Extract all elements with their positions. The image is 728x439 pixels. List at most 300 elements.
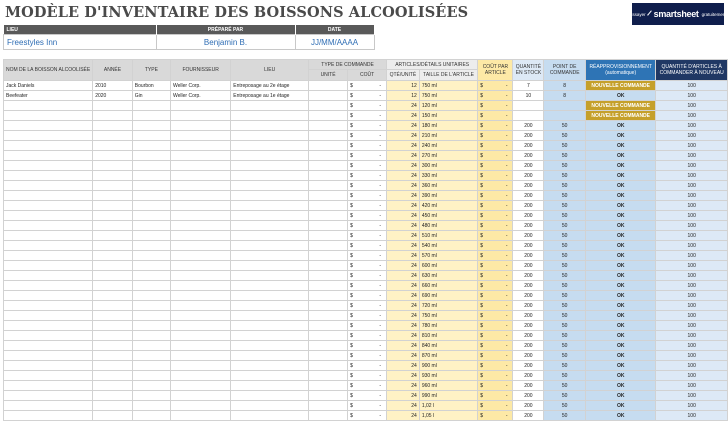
cell-cost[interactable] xyxy=(348,311,387,321)
cell-qty-unit[interactable]: 24 xyxy=(387,361,420,371)
cell-unit[interactable] xyxy=(309,321,348,331)
cell-cost[interactable] xyxy=(348,171,387,181)
cell-location[interactable] xyxy=(231,331,309,341)
cell-location[interactable] xyxy=(231,211,309,221)
cell-order-point[interactable]: 50 xyxy=(544,221,586,231)
cell-year[interactable] xyxy=(93,371,133,381)
cell-cost[interactable] xyxy=(348,231,387,241)
cell-name[interactable] xyxy=(4,321,93,331)
cell-location[interactable] xyxy=(231,231,309,241)
cell-type[interactable] xyxy=(132,281,170,291)
cell-cost[interactable] xyxy=(348,201,387,211)
cell-location[interactable] xyxy=(231,261,309,271)
cell-year[interactable] xyxy=(93,201,133,211)
cell-qty-unit[interactable]: 24 xyxy=(387,351,420,361)
cell-order-point[interactable]: 50 xyxy=(544,331,586,341)
cell-supplier[interactable] xyxy=(171,401,231,411)
cell-order-point[interactable]: 50 xyxy=(544,401,586,411)
cell-item-size[interactable]: 690 ml xyxy=(419,291,477,301)
cell-unit[interactable] xyxy=(309,141,348,151)
cell-unit[interactable] xyxy=(309,361,348,371)
cell-supplier[interactable] xyxy=(171,111,231,121)
cell-name[interactable] xyxy=(4,391,93,401)
cell-item-size[interactable]: 420 ml xyxy=(419,201,477,211)
cell-name[interactable] xyxy=(4,181,93,191)
cell-order-point[interactable]: 50 xyxy=(544,191,586,201)
cell-item-size[interactable]: 300 ml xyxy=(419,161,477,171)
cell-qty-stock[interactable]: 200 xyxy=(513,311,544,321)
cell-year[interactable] xyxy=(93,381,133,391)
cell-unit[interactable] xyxy=(309,401,348,411)
cell-supplier[interactable] xyxy=(171,251,231,261)
cell-qty-unit[interactable]: 24 xyxy=(387,221,420,231)
cell-supplier[interactable] xyxy=(171,321,231,331)
cell-supplier[interactable] xyxy=(171,191,231,201)
cell-cost[interactable] xyxy=(348,361,387,371)
cell-qty-stock[interactable]: 200 xyxy=(513,181,544,191)
cell-qty-stock[interactable]: 200 xyxy=(513,401,544,411)
cell-supplier[interactable] xyxy=(171,261,231,271)
cell-name[interactable] xyxy=(4,311,93,321)
cell-location[interactable] xyxy=(231,221,309,231)
cell-order-point[interactable]: 50 xyxy=(544,351,586,361)
cell-qty-unit[interactable]: 24 xyxy=(387,291,420,301)
cell-qty-stock[interactable] xyxy=(513,111,544,121)
cell-year[interactable] xyxy=(93,301,133,311)
cell-location[interactable] xyxy=(231,321,309,331)
cell-qty-stock[interactable]: 200 xyxy=(513,391,544,401)
cell-unit[interactable] xyxy=(309,111,348,121)
cell-item-size[interactable]: 960 ml xyxy=(419,381,477,391)
cell-type[interactable] xyxy=(132,341,170,351)
cell-unit[interactable] xyxy=(309,331,348,341)
cell-qty-stock[interactable]: 200 xyxy=(513,131,544,141)
cell-unit[interactable] xyxy=(309,181,348,191)
cell-order-point[interactable]: 8 xyxy=(544,81,586,91)
cell-supplier[interactable] xyxy=(171,131,231,141)
cell-cost[interactable] xyxy=(348,141,387,151)
cell-qty-stock[interactable]: 200 xyxy=(513,141,544,151)
cell-location[interactable] xyxy=(231,171,309,181)
cell-type[interactable]: Bourbon xyxy=(132,81,170,91)
cell-qty-stock[interactable]: 200 xyxy=(513,301,544,311)
cell-location[interactable] xyxy=(231,121,309,131)
cell-year[interactable] xyxy=(93,401,133,411)
cell-order-point[interactable]: 50 xyxy=(544,341,586,351)
cell-qty-unit[interactable]: 24 xyxy=(387,271,420,281)
cell-item-size[interactable]: 570 ml xyxy=(419,251,477,261)
cell-unit[interactable] xyxy=(309,261,348,271)
cell-order-point[interactable]: 50 xyxy=(544,241,586,251)
cell-supplier[interactable] xyxy=(171,161,231,171)
cell-qty-unit[interactable]: 24 xyxy=(387,151,420,161)
cell-supplier[interactable] xyxy=(171,171,231,181)
cell-cost[interactable] xyxy=(348,401,387,411)
cell-item-size[interactable]: 540 ml xyxy=(419,241,477,251)
cell-location[interactable] xyxy=(231,371,309,381)
cell-qty-unit[interactable]: 12 xyxy=(387,91,420,101)
cell-location[interactable] xyxy=(231,361,309,371)
cell-unit[interactable] xyxy=(309,231,348,241)
cell-year[interactable] xyxy=(93,171,133,181)
cell-location[interactable] xyxy=(231,351,309,361)
cell-qty-unit[interactable]: 24 xyxy=(387,181,420,191)
cell-name[interactable] xyxy=(4,121,93,131)
cell-cost[interactable] xyxy=(348,331,387,341)
cell-year[interactable]: 2010 xyxy=(93,81,133,91)
cell-name[interactable] xyxy=(4,381,93,391)
cell-supplier[interactable] xyxy=(171,381,231,391)
cell-item-size[interactable]: 510 ml xyxy=(419,231,477,241)
cell-unit[interactable] xyxy=(309,161,348,171)
cell-location[interactable]: Entreposage au 1e étage xyxy=(231,91,309,101)
cell-supplier[interactable] xyxy=(171,151,231,161)
cell-type[interactable] xyxy=(132,121,170,131)
cell-qty-stock[interactable]: 200 xyxy=(513,171,544,181)
cell-supplier[interactable] xyxy=(171,371,231,381)
cell-item-size[interactable]: 630 ml xyxy=(419,271,477,281)
cell-location[interactable] xyxy=(231,411,309,421)
cell-qty-stock[interactable]: 200 xyxy=(513,221,544,231)
cell-year[interactable] xyxy=(93,101,133,111)
cell-item-size[interactable]: 330 ml xyxy=(419,171,477,181)
cell-type[interactable] xyxy=(132,331,170,341)
cell-order-point[interactable] xyxy=(544,111,586,121)
cell-supplier[interactable] xyxy=(171,301,231,311)
cell-supplier[interactable] xyxy=(171,201,231,211)
cell-supplier[interactable] xyxy=(171,291,231,301)
cell-qty-unit[interactable]: 24 xyxy=(387,281,420,291)
cell-unit[interactable] xyxy=(309,271,348,281)
cell-qty-unit[interactable]: 24 xyxy=(387,401,420,411)
cell-order-point[interactable]: 50 xyxy=(544,291,586,301)
cell-supplier[interactable]: Weller Corp. xyxy=(171,81,231,91)
cell-supplier[interactable] xyxy=(171,121,231,131)
cell-unit[interactable] xyxy=(309,101,348,111)
cell-qty-stock[interactable]: 10 xyxy=(513,91,544,101)
cell-unit[interactable] xyxy=(309,91,348,101)
cell-supplier[interactable] xyxy=(171,411,231,421)
cell-year[interactable] xyxy=(93,331,133,341)
cell-qty-unit[interactable]: 24 xyxy=(387,241,420,251)
cell-qty-unit[interactable]: 24 xyxy=(387,191,420,201)
cell-item-size[interactable]: 930 ml xyxy=(419,371,477,381)
cell-year[interactable] xyxy=(93,211,133,221)
cell-type[interactable] xyxy=(132,101,170,111)
cell-year[interactable] xyxy=(93,111,133,121)
cell-unit[interactable] xyxy=(309,251,348,261)
cell-type[interactable] xyxy=(132,291,170,301)
cell-qty-unit[interactable]: 12 xyxy=(387,81,420,91)
cell-item-size[interactable]: 180 ml xyxy=(419,121,477,131)
cell-item-size[interactable]: 150 ml xyxy=(419,111,477,121)
cell-location[interactable] xyxy=(231,141,309,151)
cell-unit[interactable] xyxy=(309,131,348,141)
cell-qty-unit[interactable]: 24 xyxy=(387,161,420,171)
cell-qty-unit[interactable]: 24 xyxy=(387,121,420,131)
cell-order-point[interactable]: 50 xyxy=(544,321,586,331)
cell-qty-stock[interactable]: 200 xyxy=(513,261,544,271)
cell-order-point[interactable]: 50 xyxy=(544,131,586,141)
cell-supplier[interactable] xyxy=(171,311,231,321)
cell-unit[interactable] xyxy=(309,151,348,161)
cell-unit[interactable] xyxy=(309,211,348,221)
cell-qty-unit[interactable]: 24 xyxy=(387,411,420,421)
cell-name[interactable] xyxy=(4,291,93,301)
cell-supplier[interactable] xyxy=(171,331,231,341)
cell-type[interactable] xyxy=(132,361,170,371)
cell-qty-unit[interactable]: 24 xyxy=(387,131,420,141)
location-field[interactable]: Freestyles Inn xyxy=(4,35,157,50)
cell-year[interactable] xyxy=(93,281,133,291)
cell-cost[interactable] xyxy=(348,411,387,421)
cell-year[interactable] xyxy=(93,341,133,351)
cell-qty-stock[interactable]: 7 xyxy=(513,81,544,91)
cell-cost[interactable] xyxy=(348,291,387,301)
cell-qty-stock[interactable] xyxy=(513,101,544,111)
cell-item-size[interactable]: 750 ml xyxy=(419,311,477,321)
cell-order-point[interactable]: 50 xyxy=(544,261,586,271)
cell-type[interactable] xyxy=(132,161,170,171)
cell-order-point[interactable]: 50 xyxy=(544,161,586,171)
cell-cost[interactable] xyxy=(348,281,387,291)
cell-name[interactable]: Jack Daniels xyxy=(4,81,93,91)
cell-qty-stock[interactable]: 200 xyxy=(513,161,544,171)
cell-order-point[interactable]: 50 xyxy=(544,281,586,291)
cell-name[interactable] xyxy=(4,261,93,271)
cell-cost[interactable] xyxy=(348,351,387,361)
cell-qty-unit[interactable]: 24 xyxy=(387,141,420,151)
cell-location[interactable] xyxy=(231,151,309,161)
cell-type[interactable] xyxy=(132,371,170,381)
cell-name[interactable] xyxy=(4,241,93,251)
cell-supplier[interactable]: Weller Corp. xyxy=(171,91,231,101)
cell-qty-stock[interactable]: 200 xyxy=(513,281,544,291)
cell-qty-stock[interactable]: 200 xyxy=(513,411,544,421)
cell-unit[interactable] xyxy=(309,351,348,361)
cell-cost[interactable] xyxy=(348,221,387,231)
cell-unit[interactable] xyxy=(309,191,348,201)
cell-item-size[interactable]: 360 ml xyxy=(419,181,477,191)
cell-cost[interactable] xyxy=(348,111,387,121)
cell-type[interactable] xyxy=(132,311,170,321)
cell-name[interactable] xyxy=(4,111,93,121)
cell-name[interactable] xyxy=(4,101,93,111)
cell-order-point[interactable]: 8 xyxy=(544,91,586,101)
cell-type[interactable] xyxy=(132,411,170,421)
cell-cost[interactable] xyxy=(348,301,387,311)
cell-type[interactable] xyxy=(132,251,170,261)
cell-year[interactable] xyxy=(93,161,133,171)
cell-name[interactable] xyxy=(4,331,93,341)
cell-order-point[interactable]: 50 xyxy=(544,361,586,371)
cell-year[interactable] xyxy=(93,351,133,361)
cell-year[interactable] xyxy=(93,361,133,371)
cell-order-point[interactable]: 50 xyxy=(544,121,586,131)
cell-type[interactable] xyxy=(132,181,170,191)
cell-name[interactable] xyxy=(4,221,93,231)
cell-qty-stock[interactable]: 200 xyxy=(513,231,544,241)
cell-year[interactable] xyxy=(93,411,133,421)
cell-location[interactable] xyxy=(231,131,309,141)
cell-type[interactable] xyxy=(132,321,170,331)
cell-item-size[interactable]: 390 ml xyxy=(419,191,477,201)
cell-qty-stock[interactable]: 200 xyxy=(513,251,544,261)
cell-year[interactable] xyxy=(93,231,133,241)
cell-unit[interactable] xyxy=(309,301,348,311)
cell-location[interactable] xyxy=(231,251,309,261)
cell-cost[interactable] xyxy=(348,321,387,331)
cell-location[interactable] xyxy=(231,111,309,121)
cell-order-point[interactable]: 50 xyxy=(544,181,586,191)
cell-qty-stock[interactable]: 200 xyxy=(513,321,544,331)
cell-unit[interactable] xyxy=(309,81,348,91)
cell-qty-stock[interactable]: 200 xyxy=(513,201,544,211)
cell-item-size[interactable]: 240 ml xyxy=(419,141,477,151)
cell-qty-unit[interactable]: 24 xyxy=(387,211,420,221)
cell-year[interactable] xyxy=(93,221,133,231)
cell-year[interactable] xyxy=(93,391,133,401)
cell-type[interactable] xyxy=(132,111,170,121)
cell-order-point[interactable]: 50 xyxy=(544,271,586,281)
cell-supplier[interactable] xyxy=(171,341,231,351)
cell-name[interactable] xyxy=(4,361,93,371)
cell-item-size[interactable]: 750 ml xyxy=(419,81,477,91)
cell-supplier[interactable] xyxy=(171,231,231,241)
cell-cost[interactable] xyxy=(348,381,387,391)
cell-name[interactable] xyxy=(4,141,93,151)
cell-unit[interactable] xyxy=(309,201,348,211)
cell-qty-unit[interactable]: 24 xyxy=(387,111,420,121)
cell-order-point[interactable]: 50 xyxy=(544,311,586,321)
cell-cost[interactable] xyxy=(348,131,387,141)
cell-qty-stock[interactable]: 200 xyxy=(513,331,544,341)
cell-item-size[interactable]: 750 ml xyxy=(419,91,477,101)
cell-supplier[interactable] xyxy=(171,351,231,361)
cell-cost[interactable] xyxy=(348,271,387,281)
cell-item-size[interactable]: 120 ml xyxy=(419,101,477,111)
cell-year[interactable] xyxy=(93,251,133,261)
cell-cost[interactable] xyxy=(348,211,387,221)
cell-location[interactable] xyxy=(231,401,309,411)
date-field[interactable]: JJ/MM/AAAA xyxy=(295,35,374,50)
cell-location[interactable] xyxy=(231,341,309,351)
cell-location[interactable] xyxy=(231,301,309,311)
cell-order-point[interactable]: 50 xyxy=(544,381,586,391)
cell-supplier[interactable] xyxy=(171,141,231,151)
cell-type[interactable] xyxy=(132,401,170,411)
cell-cost[interactable] xyxy=(348,121,387,131)
cell-year[interactable] xyxy=(93,271,133,281)
cell-type[interactable] xyxy=(132,171,170,181)
cell-location[interactable] xyxy=(231,271,309,281)
cell-item-size[interactable]: 840 ml xyxy=(419,341,477,351)
cell-item-size[interactable]: 660 ml xyxy=(419,281,477,291)
cell-year[interactable] xyxy=(93,261,133,271)
cell-type[interactable] xyxy=(132,391,170,401)
cell-item-size[interactable]: 780 ml xyxy=(419,321,477,331)
cell-type[interactable]: Gin xyxy=(132,91,170,101)
cell-cost[interactable] xyxy=(348,81,387,91)
cell-item-size[interactable]: 1,02 l xyxy=(419,401,477,411)
cell-qty-unit[interactable]: 24 xyxy=(387,231,420,241)
cell-unit[interactable] xyxy=(309,311,348,321)
cell-unit[interactable] xyxy=(309,391,348,401)
cell-location[interactable] xyxy=(231,191,309,201)
cell-type[interactable] xyxy=(132,131,170,141)
cell-type[interactable] xyxy=(132,211,170,221)
cell-supplier[interactable] xyxy=(171,181,231,191)
cell-type[interactable] xyxy=(132,351,170,361)
cell-unit[interactable] xyxy=(309,341,348,351)
cell-cost[interactable] xyxy=(348,241,387,251)
cell-name[interactable] xyxy=(4,371,93,381)
cell-unit[interactable] xyxy=(309,371,348,381)
cell-supplier[interactable] xyxy=(171,221,231,231)
cell-name[interactable] xyxy=(4,251,93,261)
cell-name[interactable] xyxy=(4,351,93,361)
cell-name[interactable] xyxy=(4,301,93,311)
cell-year[interactable] xyxy=(93,151,133,161)
cell-qty-stock[interactable]: 200 xyxy=(513,241,544,251)
cell-supplier[interactable] xyxy=(171,271,231,281)
prepared-by-field[interactable]: Benjamin B. xyxy=(156,35,295,50)
cell-type[interactable] xyxy=(132,191,170,201)
cell-qty-unit[interactable]: 24 xyxy=(387,311,420,321)
cell-year[interactable] xyxy=(93,141,133,151)
cell-name[interactable] xyxy=(4,171,93,181)
cell-qty-unit[interactable]: 24 xyxy=(387,391,420,401)
cell-type[interactable] xyxy=(132,301,170,311)
cell-cost[interactable] xyxy=(348,391,387,401)
smartsheet-promo-button[interactable] xyxy=(629,3,727,25)
cell-cost[interactable] xyxy=(348,341,387,351)
cell-name[interactable] xyxy=(4,191,93,201)
cell-cost[interactable] xyxy=(348,161,387,171)
cell-type[interactable] xyxy=(132,221,170,231)
cell-qty-unit[interactable]: 24 xyxy=(387,171,420,181)
cell-type[interactable] xyxy=(132,201,170,211)
cell-location[interactable] xyxy=(231,281,309,291)
cell-year[interactable] xyxy=(93,311,133,321)
cell-type[interactable] xyxy=(132,261,170,271)
cell-order-point[interactable]: 50 xyxy=(544,201,586,211)
cell-name[interactable] xyxy=(4,411,93,421)
cell-unit[interactable] xyxy=(309,291,348,301)
cell-item-size[interactable]: 1,05 l xyxy=(419,411,477,421)
cell-order-point[interactable]: 50 xyxy=(544,371,586,381)
cell-unit[interactable] xyxy=(309,411,348,421)
cell-item-size[interactable]: 870 ml xyxy=(419,351,477,361)
cell-order-point[interactable]: 50 xyxy=(544,231,586,241)
cell-qty-stock[interactable]: 200 xyxy=(513,121,544,131)
cell-item-size[interactable]: 810 ml xyxy=(419,331,477,341)
cell-location[interactable] xyxy=(231,201,309,211)
cell-unit[interactable] xyxy=(309,241,348,251)
cell-name[interactable]: Beefeater xyxy=(4,91,93,101)
cell-item-size[interactable]: 480 ml xyxy=(419,221,477,231)
cell-qty-stock[interactable]: 200 xyxy=(513,271,544,281)
cell-location[interactable] xyxy=(231,381,309,391)
cell-qty-unit[interactable]: 24 xyxy=(387,101,420,111)
cell-cost[interactable] xyxy=(348,371,387,381)
cell-qty-unit[interactable]: 24 xyxy=(387,331,420,341)
cell-location[interactable] xyxy=(231,291,309,301)
cell-cost[interactable] xyxy=(348,191,387,201)
cell-order-point[interactable]: 50 xyxy=(544,301,586,311)
cell-year[interactable] xyxy=(93,191,133,201)
cell-name[interactable] xyxy=(4,271,93,281)
